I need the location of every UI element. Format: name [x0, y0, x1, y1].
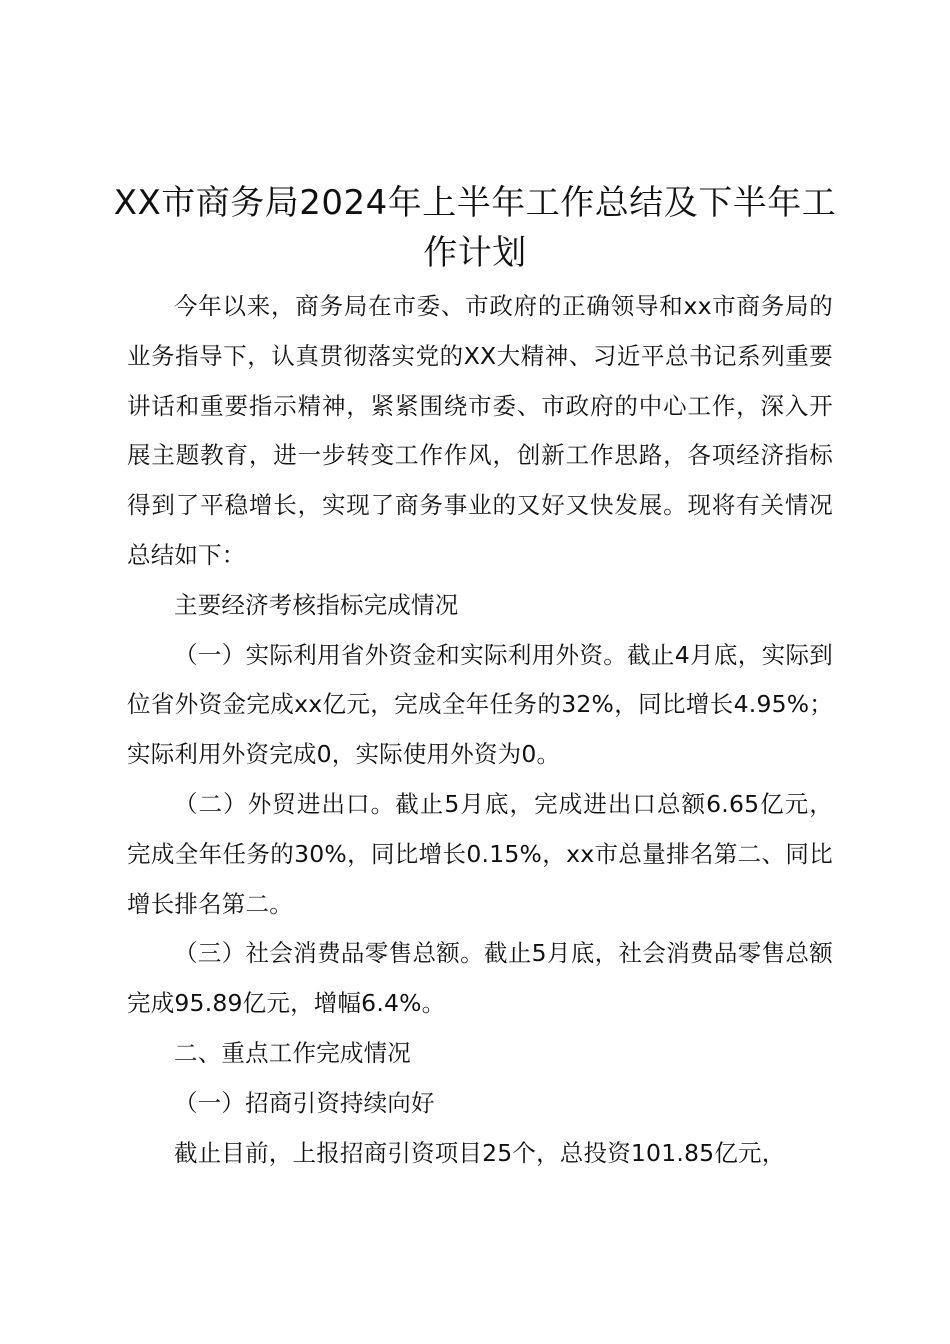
- paragraph-foreign-trade: （二）外贸进出口。截止5月底，完成进出口总额6.65亿元，完成全年任务的30%，同比增长0.15%，xx市总量排名第二、同比增长排名第二。: [127, 789, 833, 918]
- document-body: [127, 282, 833, 1178]
- subheading-investment-promotion: （一）招商引资持续向好: [174, 1088, 435, 1117]
- document-title: XX市商务局2024年上半年工作总结及下半年工作计划: [113, 183, 837, 273]
- paragraph-investment-projects: 截止目前，上报招商引资项目25个，总投资101.85亿元，: [174, 1138, 786, 1167]
- paragraph-retail-sales: （三）社会消费品零售总额。截止5月底，社会消费品零售总额完成95.89亿元，增幅6.4%。: [127, 939, 833, 1018]
- intro-paragraph: 今年以来，商务局在市委、市政府的正确领导和xx市商务局的业务指导下，认真贯彻落实党的XX大精神、习近平总书记系列重要讲话和重要指示精神，紧紧围绕市委、市政府的中心工作，深入开展主题教育，进一步转变工作作风，创新工作思路，各项经济指标得到了平稳增长，实现了商务事业的又好又快发展。现将有关情况总结如下：: [127, 292, 833, 569]
- section-heading-key-work: 二、重点工作完成情况: [174, 1038, 411, 1067]
- section-heading-indicators: 主要经济考核指标完成情况: [174, 590, 459, 619]
- paragraph-investment: （一）实际利用省外资金和实际利用外资。截止4月底，实际到位省外资金完成xx亿元，完成全年任务的32%，同比增长4.95%；实际利用外资完成0，实际使用外资为0。: [127, 640, 833, 769]
